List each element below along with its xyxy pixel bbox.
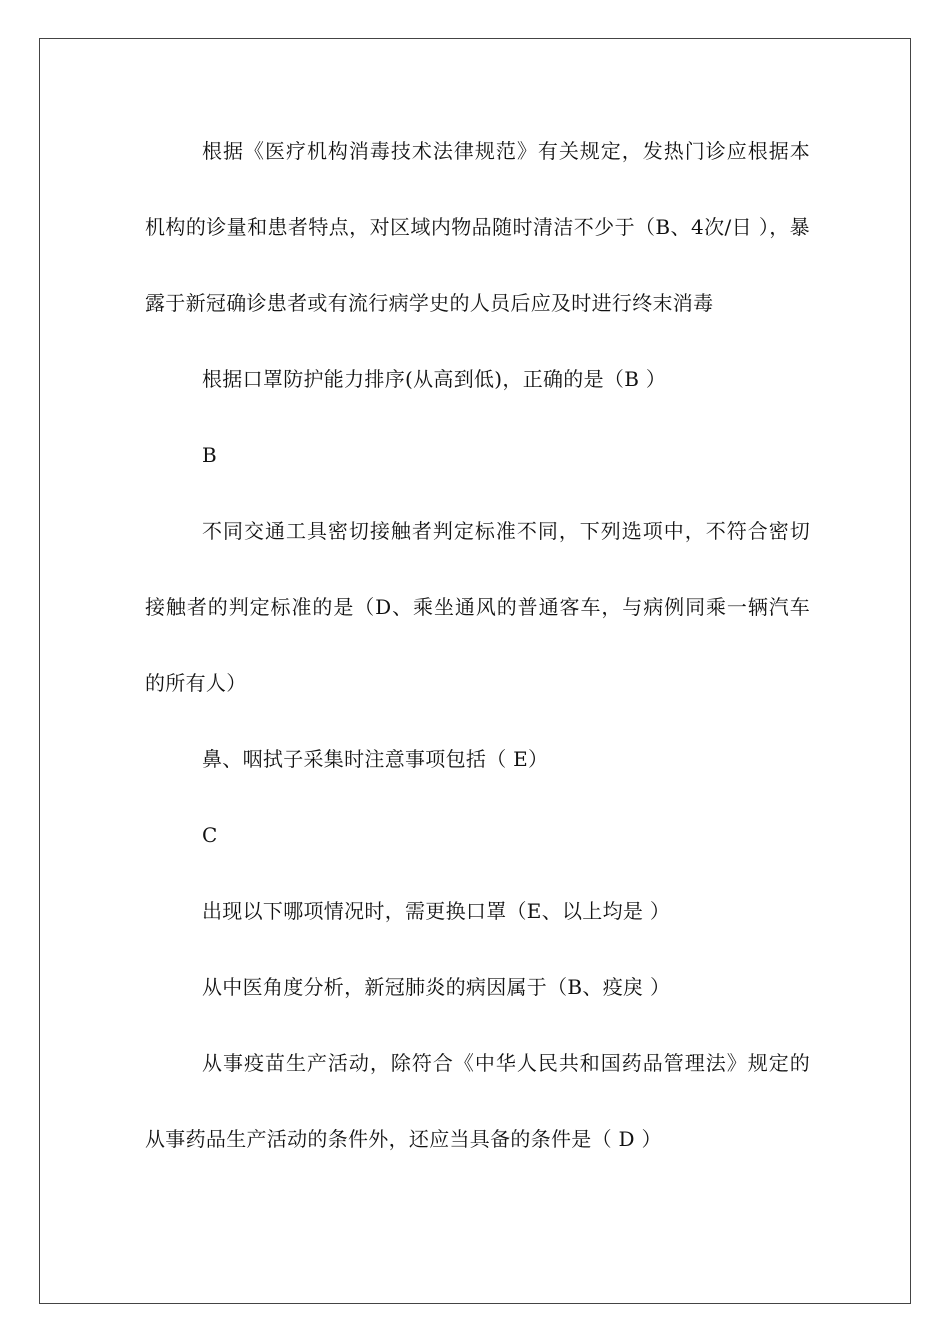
paragraph-mask-change: 出现以下哪项情况时，需更换口罩（E、以上均是 ） — [202, 899, 671, 923]
paragraph-disinfection-rule: 根据《医疗机构消毒技术法律规范》有关规定，发热门诊应根据本机构的诊量和患者特点，对区域内物品随时清洁不少于（B、4次/日 ），暴露于新冠确诊患者或有流行病学史的人员后应及时进行终末消毒 — [145, 139, 810, 315]
paragraph-vaccine-production: 从事疫苗生产活动，除符合《中华人民共和国药品管理法》规定的从事药品生产活动的条件外，还应当具备的条件是（ D ） — [145, 1051, 810, 1151]
document-body — [145, 132, 810, 1196]
paragraph-close-contact: 不同交通工具密切接触者判定标准不同，下列选项中，不符合密切接触者的判定标准的是（D、乘坐通风的普通客车，与病例同乘一辆汽车的所有人） — [145, 519, 810, 695]
paragraph-swab-notes: 鼻、咽拭子采集时注意事项包括（ E） — [202, 747, 549, 771]
paragraph-mask-ranking: 根据口罩防护能力排序(从高到低)，正确的是（B ） — [202, 367, 667, 391]
paragraph-tcm-cause: 从中医角度分析，新冠肺炎的病因属于（B、疫戾 ） — [202, 975, 671, 999]
paragraph-answer-b: B — [202, 443, 217, 467]
paragraph-answer-c: C — [202, 823, 218, 847]
